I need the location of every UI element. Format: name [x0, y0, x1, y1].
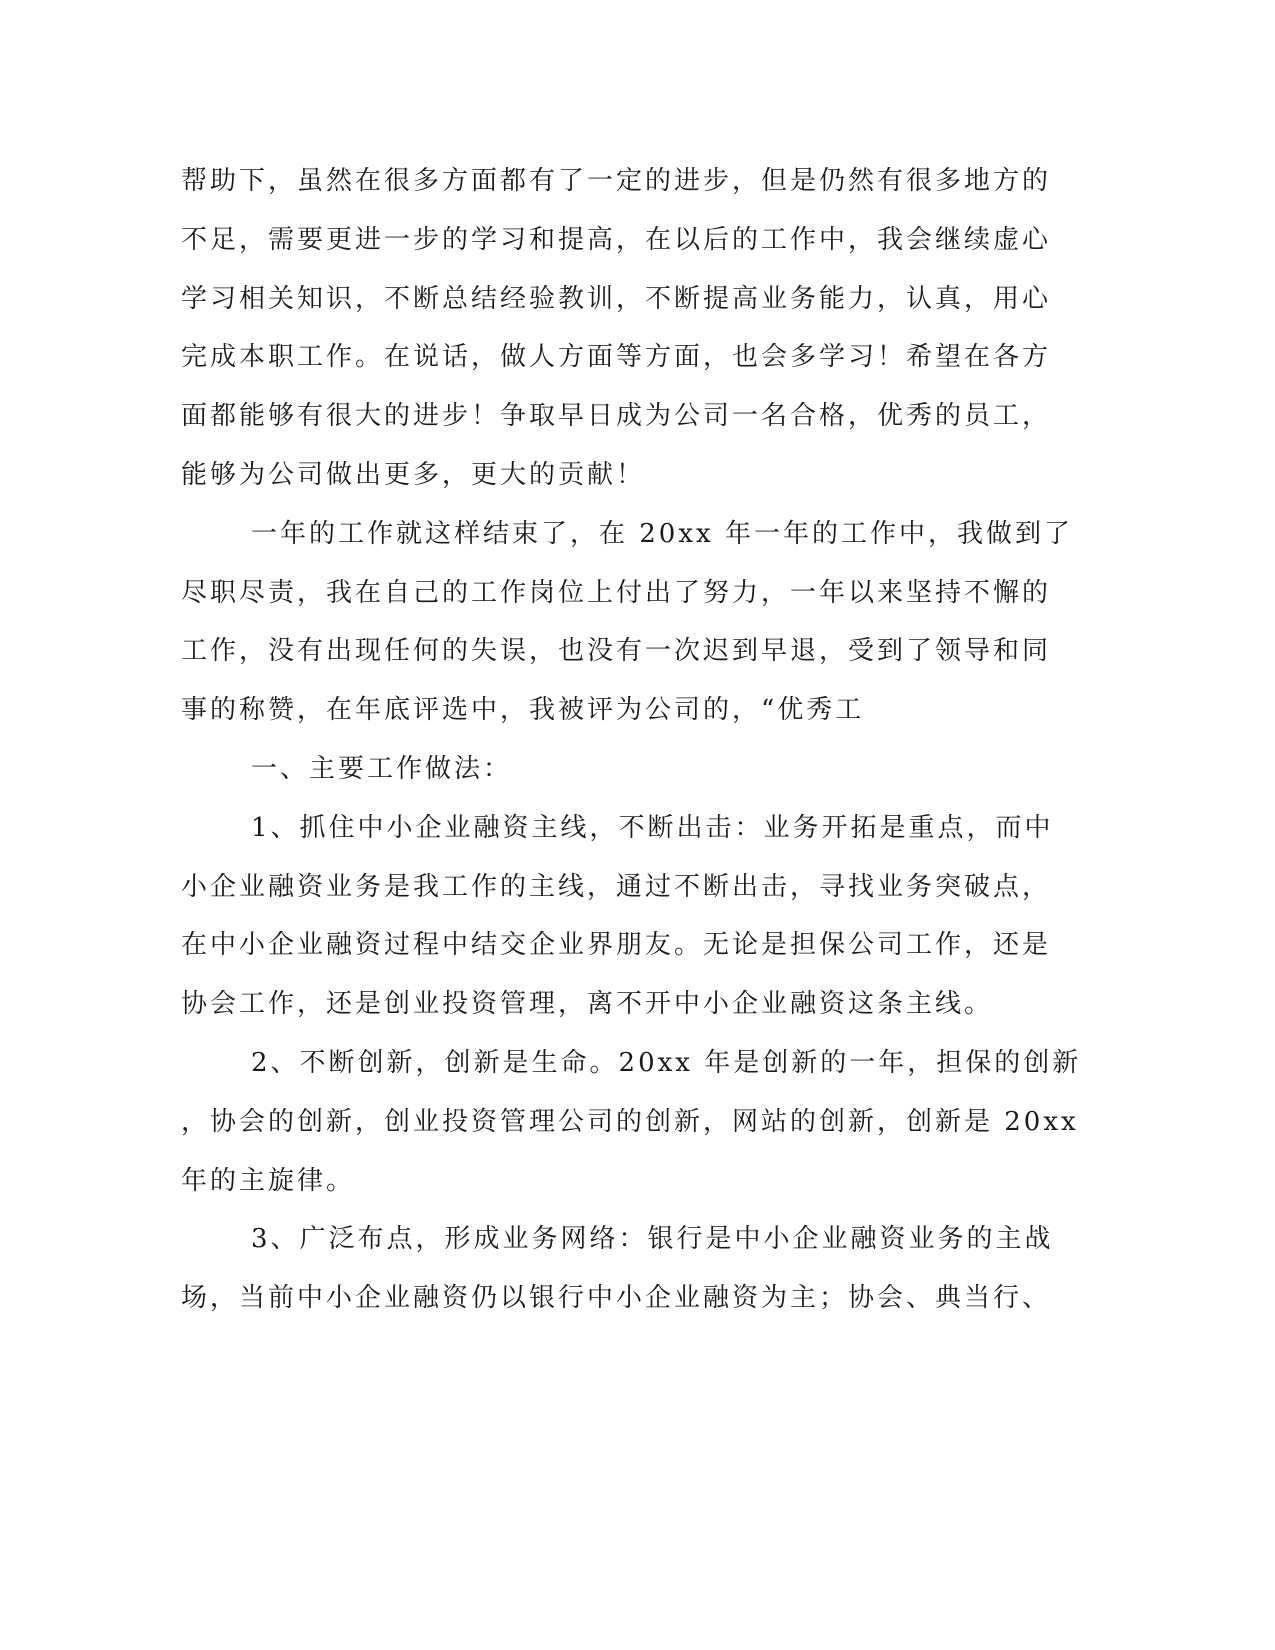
body-text: [181, 152, 1082, 1328]
text-line: 不足，需要更进一步的学习和提高，在以后的工作中，我会继续虚心: [181, 224, 1052, 255]
text-line: 面都能够有很大的进步！争取早日成为公司一名合格，优秀的员工，: [181, 401, 1052, 432]
text-line: 3、广泛布点，形成业务网络：银行是中小企业融资业务的主战: [251, 1224, 1054, 1255]
text-line: 完成本职工作。在说话，做人方面等方面，也会多学习！希望在各方: [181, 342, 1052, 373]
section-heading: 一、主要工作做法：: [251, 753, 513, 784]
text-line: 帮助下，虽然在很多方面都有了一定的进步，但是仍然有很多地方的: [181, 166, 1052, 196]
text-line: 一年的工作就这样结束了，在 20xx 年一年的工作中，我做到了: [251, 518, 1073, 549]
text-line: 工作，没有出现任何的失误，也没有一次迟到早退，受到了领导和同: [181, 636, 1052, 667]
text-line: 能够为公司做出更多，更大的贡献！: [181, 459, 646, 490]
text-line: 2、不断创新，创新是生命。20xx 年是创新的一年，担保的创新: [251, 1047, 1082, 1078]
text-line: 场，当前中小企业融资仍以银行中小企业融资为主；协会、典当行、: [181, 1283, 1052, 1314]
text-line: ，协会的创新，创业投资管理公司的创新，网站的创新，创新是 20xx: [181, 1106, 1079, 1137]
text-line: 尽职尽责，我在自己的工作岗位上付出了努力，一年以来坚持不懈的: [181, 577, 1052, 608]
text-line: 学习相关知识，不断总结经验教训，不断提高业务能力，认真，用心: [181, 283, 1052, 314]
text-line: 年的主旋律。: [181, 1165, 356, 1196]
text-line: 小企业融资业务是我工作的主线，通过不断出击，寻找业务突破点，: [181, 871, 1052, 902]
text-line: 协会工作，还是创业投资管理，离不开中小企业融资这条主线。: [181, 989, 994, 1020]
text-line: 在中小企业融资过程中结交企业界朋友。无论是担保公司工作，还是: [181, 930, 1052, 961]
text-line: 1、抓住中小企业融资主线，不断出击：业务开拓是重点，而中: [251, 812, 1054, 843]
text-line: 事的称赞，在年底评选中，我被评为公司的，“优秀工: [181, 695, 865, 726]
